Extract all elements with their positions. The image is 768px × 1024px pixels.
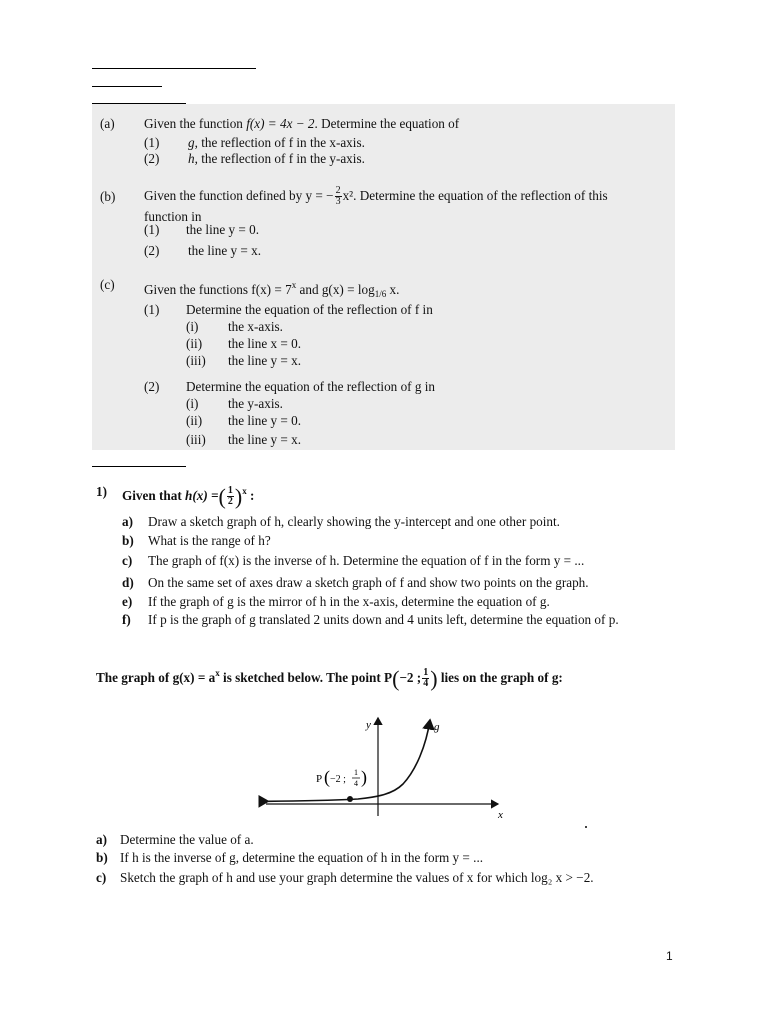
ex1-c-part1-text: Determine the equation of the reflection of f in [186,302,433,317]
ex1-a-item-1-num: (1) [144,135,160,150]
exponential-graph [258,712,514,822]
ex1-c-part1-item-3: the line y = x. [228,353,301,368]
ex1-c-part1-num: (1) [144,302,160,317]
ex1-c-part2-item-3-num: (iii) [186,432,206,447]
ex3-item-a-label: a) [96,832,107,847]
curve-g [268,720,430,801]
ex3-item-c: Sketch the graph of h and use your graph determine the values of x for which log₂ x > −2. [120,870,594,885]
ex1-c-part2-num: (2) [144,379,160,394]
ex2-item-c-label: c) [122,553,133,568]
ex2-item-b-label: b) [122,533,134,548]
svg-text:): ) [361,767,367,787]
point-p-marker [347,796,353,802]
ex1-a-item-1: g, the reflection of f in the x-axis. [188,135,365,150]
ex2-item-b: What is the range of h? [148,533,271,548]
ex1-c-part2-item-2: the line y = 0. [228,413,301,428]
ex3-item-b: If h is the inverse of g, determine the equation of h in the form y = ... [120,850,484,865]
ex2-item-a-label: a) [122,514,133,529]
y-axis-label: y [366,719,371,731]
ex1-b-line2: function in [144,209,202,224]
ex2-item-f-label: f) [122,612,131,627]
ex1-c-part1-item-1-num: (i) [186,319,199,334]
ex1-c-part2-item-1-num: (i) [186,396,199,411]
ex1-c-part2-item-1: the y-axis. [228,396,283,411]
ex2-item-d: On the same set of axes draw a sketch graph of f and show two points on the graph. [148,575,589,590]
ex2-item-d-label: d) [122,575,134,590]
ex1-c-part2-item-2-num: (ii) [186,413,203,428]
ex1-b-fraction: $\frac{2}{3}$ [335,185,341,208]
ex3-item-b-label: b) [96,850,108,865]
ex2-item-e: If the graph of g is the mirror of h in the x-axis, determine the equation of g. [148,594,550,609]
stray-mark [585,826,587,828]
ex1-b-item-1-num: (1) [144,222,160,237]
section-rule [92,466,186,467]
ex2-item-a: Draw a sketch graph of h, clearly showing the y-intercept and one other point. [148,514,560,529]
ex1-c-part1-item-2: the line x = 0. [228,336,301,351]
ex2-item-c: The graph of f(x) is the inverse of h. Determine the equation of f in the form y = ... [148,553,585,568]
point-p-label-den: 4 [354,779,358,788]
ex1-c-part1-item-1: the x-axis. [228,319,283,334]
point-p-label-prefix: P [316,773,323,785]
ex2-question-num: 1) [96,484,107,499]
ex3-question: The graph of $g(x) = a^x$ is sketched below. The point P(−2 ; $\frac{1}{4}$ ) lies on the graph of g: [96,665,563,691]
ex1-c-part2-text: Determine the equation of the reflection of g in [186,379,436,394]
svg-text:(: ( [324,767,330,787]
point-p-label-x: −2 ; [330,774,346,785]
ex2-item-e-label: e) [122,594,133,609]
ex3-item-a: Determine the value of a. [120,832,254,847]
ex2-fraction: $\frac{1}{2}$ [227,485,233,508]
ex1-c-part2-item-3: the line y = x. [228,432,301,447]
header-rule-1 [92,68,256,69]
ex1-b-label: (b) [100,189,116,204]
ex2-question: Given that h(x) =( $\frac{1}{2}$ )$^x$ : [122,483,255,509]
curve-label-g: g [434,721,440,733]
ex1-b-item-2-num: (2) [144,243,160,258]
x-axis-label: x [498,809,503,821]
point-p-label-num: 1 [354,768,358,777]
ex1-a-question: Given the function f(x) = 4x − 2. Determine the equation of [144,116,460,131]
ex3-point-fraction: $\frac{1}{4}$ [423,667,429,690]
ex1-b-item-1: the line y = 0. [186,222,259,237]
page-number: 1 [666,949,673,963]
ex3-item-c-label: c) [96,870,107,885]
header-rule-2 [92,86,162,87]
ex1-a-item-2-num: (2) [144,151,160,166]
ex1-c-label: (c) [100,277,115,292]
ex2-item-f: If p is the graph of g translated 2 units down and 4 units left, determine the equation of p. [148,612,619,627]
ex1-c-part1-item-3-num: (iii) [186,353,206,368]
ex1-c-part1-item-2-num: (ii) [186,336,203,351]
ex1-b-question: Given the function defined by y = − $\frac{2}{3}$ x². Determine the equation of the reflection of this [144,185,608,208]
ex1-a-item-2: h, the reflection of f in the y-axis. [188,151,365,166]
ex1-b-item-2: the line y = x. [188,243,261,258]
ex1-c-question: Given the functions $f(x) = 7^x$ and $g(x) = \log_{1/6} x$. [144,280,400,299]
ex1-a-label: (a) [100,116,115,131]
